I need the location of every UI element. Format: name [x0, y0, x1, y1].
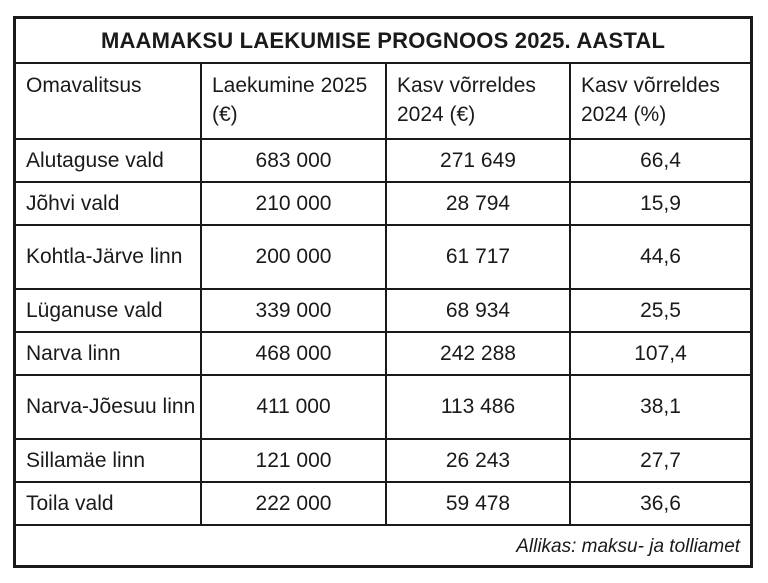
table-row [16, 482, 750, 525]
table-frame [13, 16, 753, 568]
growth-pct-cell: 107,4 [570, 332, 750, 375]
table-row [16, 375, 750, 439]
growth-eur-cell: 68 934 [386, 289, 570, 332]
growth-eur-cell: 28 794 [386, 182, 570, 225]
table-row [16, 225, 750, 289]
municipality-cell: Kohtla-Järve linn [16, 225, 201, 289]
land-tax-forecast-table [16, 19, 750, 567]
revenue-cell: 468 000 [201, 332, 386, 375]
column-header-municipality: Omavalitsus [16, 63, 201, 139]
table-title: MAAMAKSU LAEKUMISE PROGNOOS 2025. AASTAL [16, 19, 750, 63]
growth-eur-cell: 271 649 [386, 139, 570, 182]
revenue-cell: 411 000 [201, 375, 386, 439]
column-header-growth-pct: Kasv võrreldes 2024 (%) [570, 63, 750, 139]
revenue-cell: 683 000 [201, 139, 386, 182]
table-row [16, 332, 750, 375]
growth-pct-cell: 44,6 [570, 225, 750, 289]
growth-pct-cell: 15,9 [570, 182, 750, 225]
growth-eur-cell: 242 288 [386, 332, 570, 375]
municipality-cell: Narva linn [16, 332, 201, 375]
title-row [16, 19, 750, 63]
revenue-cell: 339 000 [201, 289, 386, 332]
growth-pct-cell: 36,6 [570, 482, 750, 525]
revenue-cell: 200 000 [201, 225, 386, 289]
table-row [16, 439, 750, 482]
growth-eur-cell: 113 486 [386, 375, 570, 439]
growth-pct-cell: 27,7 [570, 439, 750, 482]
growth-eur-cell: 59 478 [386, 482, 570, 525]
growth-pct-cell: 38,1 [570, 375, 750, 439]
municipality-cell: Narva-Jõesuu linn [16, 375, 201, 439]
table-row [16, 289, 750, 332]
municipality-cell: Sillamäe linn [16, 439, 201, 482]
municipality-cell: Jõhvi vald [16, 182, 201, 225]
source-note: Allikas: maksu- ja tolliamet [16, 525, 750, 567]
growth-eur-cell: 61 717 [386, 225, 570, 289]
source-row [16, 525, 750, 567]
growth-pct-cell: 25,5 [570, 289, 750, 332]
growth-eur-cell: 26 243 [386, 439, 570, 482]
table-row [16, 182, 750, 225]
revenue-cell: 121 000 [201, 439, 386, 482]
municipality-cell: Alutaguse vald [16, 139, 201, 182]
column-header-revenue-2025: Laekumine 2025 (€) [201, 63, 386, 139]
growth-pct-cell: 66,4 [570, 139, 750, 182]
revenue-cell: 222 000 [201, 482, 386, 525]
municipality-cell: Lüganuse vald [16, 289, 201, 332]
header-row [16, 63, 750, 139]
municipality-cell: Toila vald [16, 482, 201, 525]
table-row [16, 139, 750, 182]
column-header-growth-eur: Kasv võrreldes 2024 (€) [386, 63, 570, 139]
revenue-cell: 210 000 [201, 182, 386, 225]
